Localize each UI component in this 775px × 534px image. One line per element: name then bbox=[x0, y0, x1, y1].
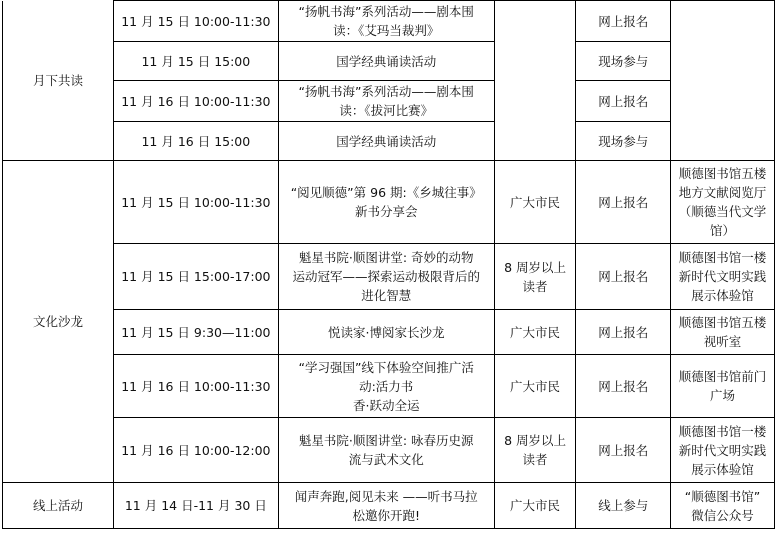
section-label-yuexia: 月下共读 bbox=[3, 1, 114, 161]
table-row bbox=[3, 1, 775, 42]
table-row bbox=[3, 483, 775, 529]
time-cell: 11 月 15 日 9:30—11:00 bbox=[113, 310, 278, 355]
table-row bbox=[3, 161, 775, 244]
venue-cell: “顺德图书馆” 微信公众号 bbox=[671, 483, 775, 529]
activity-cell: 魁星书院·顺图讲堂: 奇妙的动物 运动冠军——探索运动极限背后的 进化智慧 bbox=[278, 244, 494, 310]
venue-cell: 顺德图书馆一楼 新时代文明实践 展示体验馆 bbox=[671, 244, 775, 310]
time-cell: 11 月 15 日 10:00-11:30 bbox=[113, 1, 278, 42]
method-cell: 网上报名 bbox=[576, 161, 671, 244]
audience-cell: 广大市民 bbox=[494, 161, 576, 244]
activity-cell: 国学经典诵读活动 bbox=[278, 122, 494, 161]
audience-cell: 8 周岁以上 读者 bbox=[494, 244, 576, 310]
venue-cell: 顺德图书馆五楼 视听室 bbox=[671, 310, 775, 355]
method-cell: 网上报名 bbox=[576, 310, 671, 355]
activity-cell: “阅见顺德”第 96 期:《乡城往事》 新书分享会 bbox=[278, 161, 494, 244]
method-cell: 线上参与 bbox=[576, 483, 671, 529]
table-row bbox=[3, 355, 775, 418]
activity-schedule-table bbox=[2, 0, 775, 529]
audience-cell: 广大市民 bbox=[494, 483, 576, 529]
audience-cell: 广大市民 bbox=[494, 310, 576, 355]
activity-cell: 国学经典诵读活动 bbox=[278, 42, 494, 81]
activity-cell: 闻声奔跑,阅见未来 ——听书马拉 松邀你开跑! bbox=[278, 483, 494, 529]
method-cell: 现场参与 bbox=[576, 42, 671, 81]
time-cell: 11 月 15 日 15:00-17:00 bbox=[113, 244, 278, 310]
method-cell: 现场参与 bbox=[576, 122, 671, 161]
activity-cell: “扬帆书海”系列活动——剧本围 读：《拔河比赛》 bbox=[278, 81, 494, 122]
table-row bbox=[3, 42, 775, 81]
method-cell: 网上报名 bbox=[576, 418, 671, 483]
method-cell: 网上报名 bbox=[576, 244, 671, 310]
venue-cell: 顺德图书馆五楼 地方文献阅览厅 （顺德当代文学 馆） bbox=[671, 161, 775, 244]
activity-cell: “扬帆书海”系列活动——剧本围 读：《艾玛当裁判》 bbox=[278, 1, 494, 42]
venue-cell: 顺德图书馆一楼 新时代文明实践 展示体验馆 bbox=[671, 418, 775, 483]
time-cell: 11 月 15 日 15:00 bbox=[113, 42, 278, 81]
method-cell: 网上报名 bbox=[576, 1, 671, 42]
audience-cell-empty bbox=[494, 1, 576, 161]
activity-cell: 魁星书院·顺图讲堂: 咏春历史源 流与武术文化 bbox=[278, 418, 494, 483]
venue-cell: 顺德图书馆前门 广场 bbox=[671, 355, 775, 418]
audience-cell: 广大市民 bbox=[494, 355, 576, 418]
table-row bbox=[3, 310, 775, 355]
table-row bbox=[3, 122, 775, 161]
time-cell: 11 月 16 日 10:00-11:30 bbox=[113, 355, 278, 418]
section-label-wenhua: 文化沙龙 bbox=[3, 161, 114, 483]
activity-cell: “学习强国”线下体验空间推广活 动:活力书 香·跃动全运 bbox=[278, 355, 494, 418]
table-row bbox=[3, 81, 775, 122]
table-row bbox=[3, 418, 775, 483]
audience-cell: 8 周岁以上 读者 bbox=[494, 418, 576, 483]
table-row bbox=[3, 244, 775, 310]
activity-cell: 悦读家·博阅家长沙龙 bbox=[278, 310, 494, 355]
method-cell: 网上报名 bbox=[576, 355, 671, 418]
time-cell: 11 月 15 日 10:00-11:30 bbox=[113, 161, 278, 244]
section-label-xianshang: 线上活动 bbox=[3, 483, 114, 529]
time-cell: 11 月 16 日 10:00-11:30 bbox=[113, 81, 278, 122]
time-cell: 11 月 14 日-11 月 30 日 bbox=[113, 483, 278, 529]
method-cell: 网上报名 bbox=[576, 81, 671, 122]
time-cell: 11 月 16 日 10:00-12:00 bbox=[113, 418, 278, 483]
time-cell: 11 月 16 日 15:00 bbox=[113, 122, 278, 161]
venue-cell-empty bbox=[671, 1, 775, 161]
